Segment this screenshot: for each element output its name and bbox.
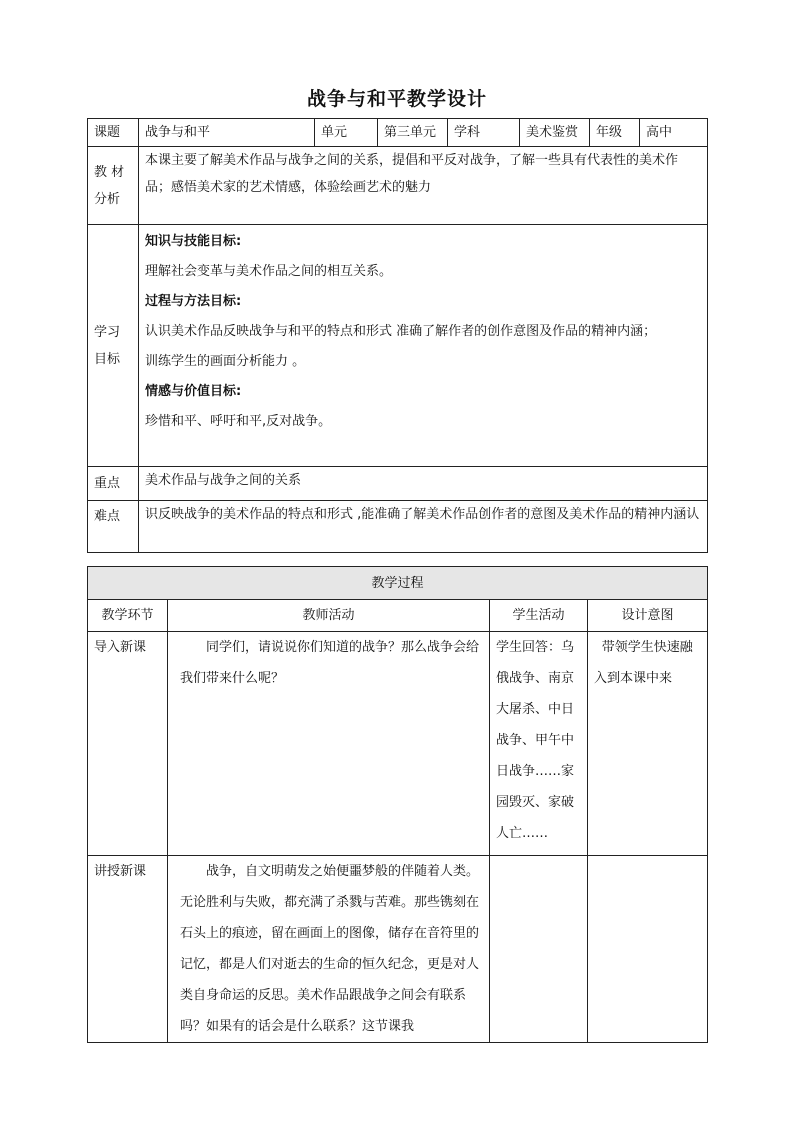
lesson-info-table [87,118,708,553]
difficulty-label: 难点 [88,501,139,553]
teacher-activity-text: 同学们，请说说你们知道的战争？那么战争会给我们带来什么呢？ [180,640,480,686]
analysis-label-line2: 分析 [94,191,121,207]
subject-value: 美术鉴赏 [520,119,590,147]
process-header: 教学过程 [88,567,708,600]
objectives-content [139,225,708,467]
objectives-row [88,225,708,467]
subject-label: 学科 [448,119,520,147]
objectives-label-line2: 目标 [94,351,121,367]
grade-value: 高中 [640,119,708,147]
process-text-2: 训练学生的画面分析能力 。 [145,354,306,369]
teacher-activity-cell [168,856,490,1043]
process-row-new-lesson [88,856,708,1043]
key-point-text: 美术作品与战争之间的关系 [139,467,708,501]
stage-cell: 讲授新课 [88,856,168,1043]
student-activity-cell: 学生回答：乌俄战争、南京大屠杀、中日战争、甲午中日战争……家园毁灭、家破人亡…… [490,632,588,856]
objectives-label-line1: 学习 [94,324,121,340]
process-header-row [88,567,708,600]
grade-label: 年级 [590,119,640,147]
emotion-text: 珍惜和平、呼吁和平,反对战争。 [145,414,332,429]
analysis-text: 本课主要了解美术作品与战争之间的关系，提倡和平反对战争，了解一些具有代表性的美术作品；感悟美术家的艺术情感，体验绘画艺术的魅力 [139,147,708,225]
topic-label: 课题 [88,119,139,147]
info-row [88,119,708,147]
knowledge-text: 理解社会变革与美术作品之间的相互关系。 [145,264,393,279]
knowledge-heading: 知识与技能目标: [145,234,242,249]
column-header-student: 学生活动 [490,600,588,632]
teaching-process-table [87,566,708,1043]
difficulty-text: 识反映战争的美术作品的特点和形式 ,能准确了解美术作品创作者的意图及美术作品的精神内涵认 [139,501,708,553]
analysis-label [88,147,139,225]
teacher-activity-cell [168,632,490,856]
design-intent-cell [588,632,708,856]
topic-value: 战争与和平 [139,119,315,147]
analysis-row [88,147,708,225]
column-header-intent: 设计意图 [588,600,708,632]
process-row-intro [88,632,708,856]
process-heading: 过程与方法目标: [145,294,242,309]
process-text-1: 认识美术作品反映战争与和平的特点和形式 准确了解作者的创作意图及作品的精神内涵； [145,324,657,339]
student-activity-cell [490,856,588,1043]
document-title: 战争与和平教学设计 [306,88,487,110]
objectives-label [88,225,139,467]
column-header-stage: 教学环节 [88,600,168,632]
key-point-label: 重点 [88,467,139,501]
difficulty-row [88,501,708,553]
unit-value: 第三单元 [378,119,448,147]
column-header-teacher: 教师活动 [168,600,490,632]
stage-cell: 导入新课 [88,632,168,856]
key-point-row [88,467,708,501]
unit-label: 单元 [315,119,378,147]
process-columns-row [88,600,708,632]
teacher-activity-text: 战争，自文明萌发之始便噩梦般的伴随着人类。无论胜利与失败，都充满了杀戮与苦难。那些镌刻在石头上的痕迹，留在画面上的图像，储存在音符里的记忆，都是人们对逝去的生命的恒久纪念，更是对人类自身命运的反思。美术作品跟战争之间会有联系吗？如果有的话会是什么联系？这节课我 [180,864,480,1034]
emotion-heading: 情感与价值目标: [145,384,242,399]
design-intent-cell [588,856,708,1043]
analysis-label-line1: 教 材 [94,164,125,180]
design-intent-text: 带领学生快速融入到本课中来 [594,640,693,686]
